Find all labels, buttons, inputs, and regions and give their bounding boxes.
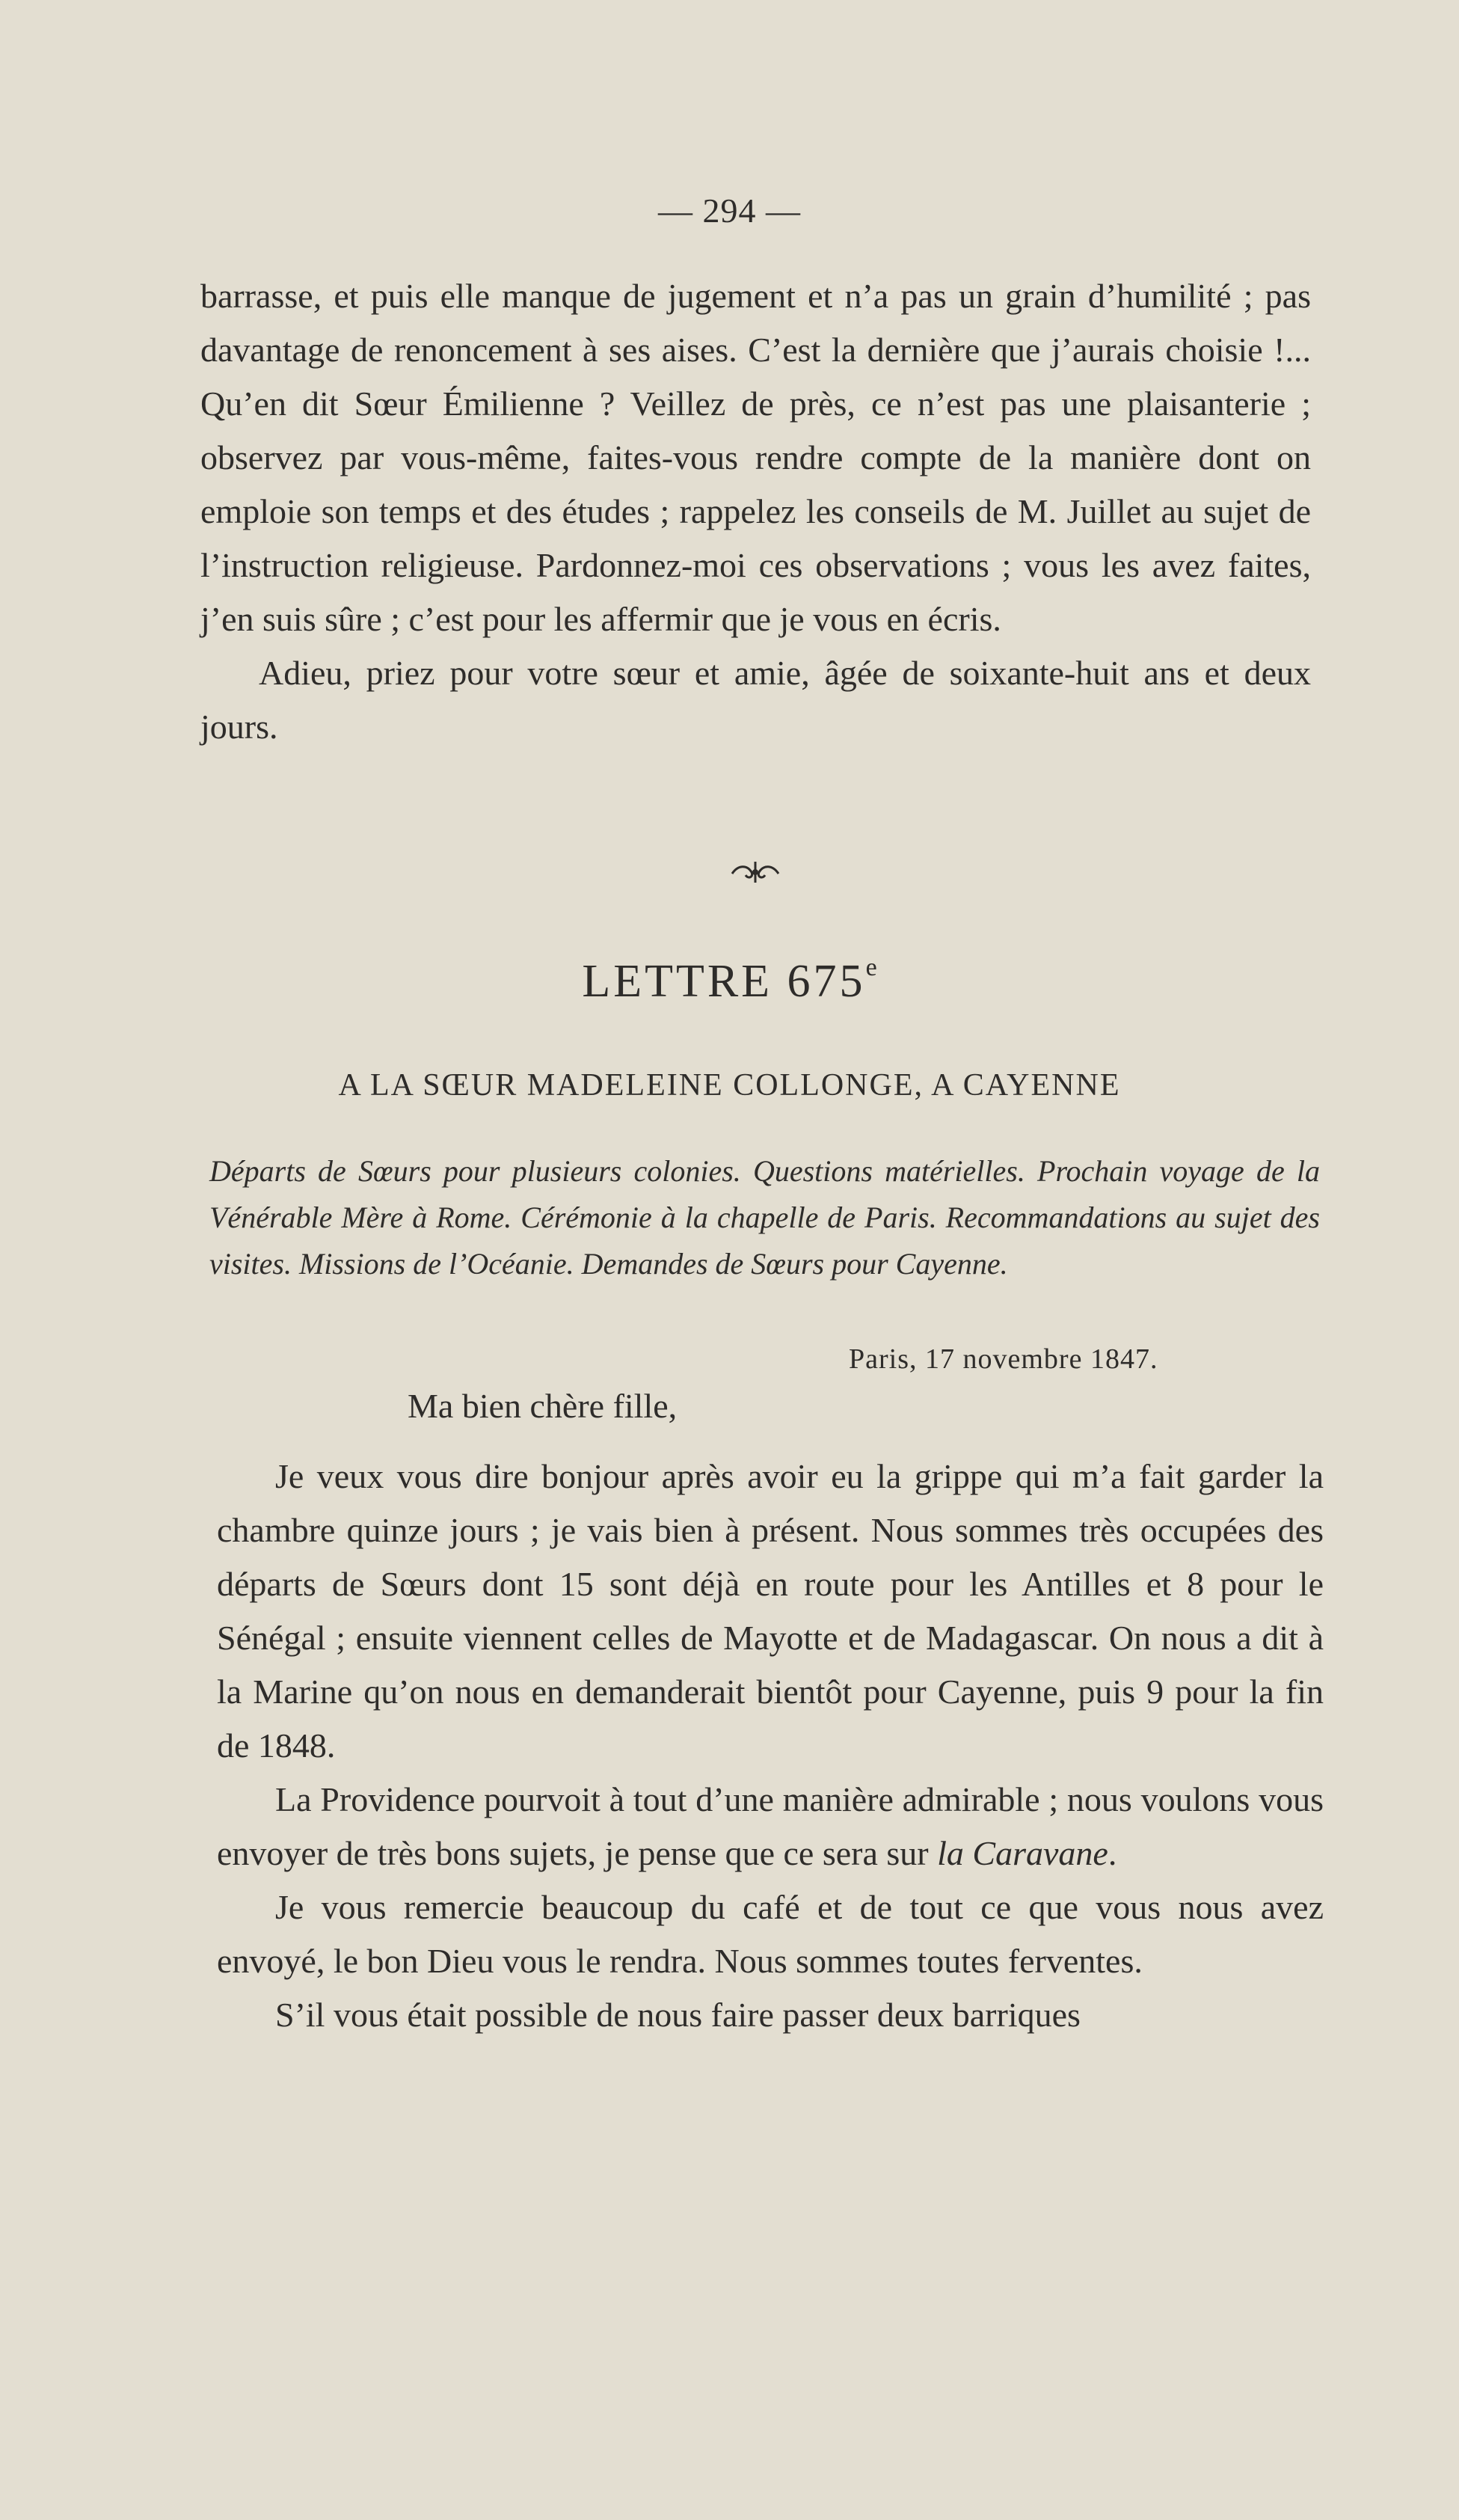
- body-text: .: [1108, 1834, 1117, 1872]
- body-text: La Providence pourvoit à tout d’une manière admirable ; nous voulons vous envoyer de très bons sujets, je pense que ce sera sur: [217, 1780, 1324, 1872]
- body-paragraph: Je veux vous dire bonjour après avoir eu la grippe qui m’a fait garder la chambre quinze jours ; je vais bien à présent. Nous sommes très occupées des départs de Sœurs dont 15 sont déjà en route pour les Antilles et 8 pour le Sénégal ; ensuite viennent celles de Mayotte et de Madagascar. On nous a dit à la Marine qu’on nous en demanderait bientôt pour Cayenne, puis 9 pour la fin de 1848.: [217, 1457, 1324, 1765]
- continuation-paragraph: barrasse, et puis elle manque de jugement et n’a pas un grain d’humilité ; pas davantage de renoncement à ses aises. C’est la dernière que j’aurais choisie !... Qu’en dit Sœur Émilienne ? Veillez de près, ce n’est pas une plaisanterie ; observez par vous-même, faites-vous rendre compte de la manière dont on emploie son temps et des études ; rappelez les conseils de M. Juillet au sujet de l’instruction religieuse. Pardonnez-moi ces observations ; vous les avez faites, j’en suis sûre ; c’est pour les affermir que je vous en écris.: [200, 277, 1311, 638]
- continuation-text: [200, 269, 1311, 754]
- letter-summary: Départs de Sœurs pour plusieurs colonies. Questions matérielles. Prochain voyage de la Vénérable Mère à Rome. Cérémonie à la chapelle de Paris. Recommandations au sujet des visites. Missions de l’Océanie. Demandes de Sœurs pour Cayenne.: [209, 1154, 1320, 1281]
- ornament-icon: [729, 859, 781, 886]
- letter-title-superscript: e: [865, 954, 877, 981]
- letter-dateline: Paris, 17 novembre 1847.: [849, 1343, 1158, 1375]
- letter-title: [0, 954, 1459, 1008]
- letter-salutation: Ma bien chère fille,: [408, 1387, 678, 1425]
- closing-paragraph: Adieu, priez pour votre sœur et amie, âgée de soixante-huit ans et deux jours.: [200, 654, 1311, 746]
- body-paragraph: [217, 1773, 1324, 1880]
- letter-body: [217, 1450, 1324, 2042]
- letter-recipient: A LA SŒUR MADELEINE COLLONGE, A CAYENNE: [338, 1068, 1121, 1103]
- body-paragraph: Je vous remercie beaucoup du café et de tout ce que vous nous avez envoyé, le bon Dieu vous le rendra. Nous sommes toutes ferventes.: [217, 1888, 1324, 1980]
- page-number: — 294 —: [658, 191, 801, 230]
- body-paragraph: S’il vous était possible de nous faire passer deux barriques: [275, 1996, 1081, 2034]
- letter-title-text: LETTRE 675: [582, 956, 866, 1007]
- ship-name: la Caravane: [937, 1834, 1108, 1872]
